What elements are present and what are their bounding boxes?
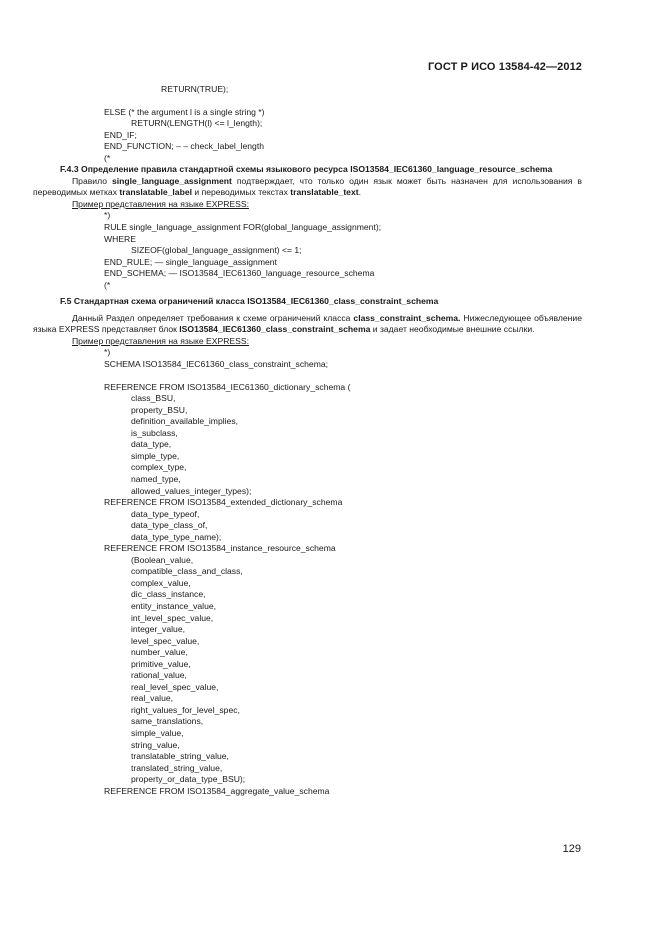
section-f43-paragraph: Правило single_language_assignment подтверждает, что только один язык может быть назначен для использования в переводимых метках translatable_label и переводимых текстах translatable_text. [33,175,582,198]
code-list-item: data_type_typeof, [131,508,200,519]
code-list-item: integer_value, [131,624,185,635]
section-f5-paragraph: Данный Раздел определяет требования к схеме ограничений класса class_constraint_schema. Нижеследующее объявление языка EXPRESS представляет блок ISO13584_IEC61360_class_constraint_schema и задает необходимые внешние ссылки. [33,312,582,335]
code-list-item: string_value, [131,739,180,750]
section-heading-f43: F.4.3 Определение правила стандартной схемы языкового ресурса ISO13584_IEC61360_language_resource_schema [60,164,553,175]
code-list-item: class_BSU, [131,393,176,404]
code-list-item: rational_value, [131,670,187,681]
page-number: 129 [562,843,581,855]
code-line: RULE single_language_assignment FOR(global_language_assignment); [104,222,382,233]
code-list-item: level_spec_value, [131,635,200,646]
code-line: *) [104,347,111,358]
code-list-item: real_value, [131,693,174,704]
code-line: ELSE (* the argument l is a single string *) [104,106,265,117]
code-list-item: data_type_class_of, [131,520,208,531]
code-list-item: same_translations, [131,716,204,727]
code-list-item: primitive_value, [131,658,191,669]
code-line: REFERENCE FROM ISO13584_IEC61360_dictionary_schema ( [104,381,351,392]
code-line: SCHEMA ISO13584_IEC61360_class_constraint_schema; [104,359,329,370]
code-line: WHERE [104,233,136,244]
code-list-item: simple_value, [131,727,184,738]
code-list-item: allowed_values_integer_types); [131,485,252,496]
code-line: REFERENCE FROM ISO13584_extended_dictionary_schema [104,497,343,508]
code-line: SIZEOF(global_language_assignment) <= 1; [131,245,302,256]
code-list-item: is_subclass, [131,427,178,438]
code-line: END_IF; [104,129,137,140]
code-list-item: translatable_string_value, [131,751,229,762]
instance-reference-list [33,555,582,786]
code-list-item: compatible_class_and_class, [131,566,243,577]
code-list-item: number_value, [131,647,188,658]
code-list-item: dic_class_instance, [131,589,206,600]
code-line: (* [104,279,111,290]
code-line: END_SCHEMA; — ISO13584_IEC61360_language_resource_schema [104,268,375,279]
code-list-item: data_type_type_name); [131,531,222,542]
code-line: END_RULE; — single_language_assignment [104,256,277,267]
example-label: Пример представления на языке EXPRESS: [72,335,250,346]
code-line: END_FUNCTION; – – check_label_length [104,141,265,152]
section-heading-f5: F.5 Стандартная схема ограничений класса ISO13584_IEC61360_class_constraint_schema [60,296,439,307]
code-line: RETURN(TRUE); [161,84,229,94]
code-list-item: real_level_spec_value, [131,681,219,692]
example-label: Пример представления на языке EXPRESS: [72,198,250,209]
extended-reference-list [33,509,582,544]
code-list-item: int_level_spec_value, [131,612,214,623]
code-list-item: definition_available_implies, [131,416,239,427]
code-line: *) [104,210,111,221]
code-line: RETURN(LENGTH(l) <= l_length); [131,118,263,129]
code-line: REFERENCE FROM ISO13584_aggregate_value_schema [104,785,330,796]
code-list-item: data_type, [131,439,172,450]
code-list-item: right_values_for_level_spec, [131,704,240,715]
code-list-item: entity_instance_value, [131,600,217,611]
code-line: REFERENCE FROM ISO13584_instance_resource_schema [104,543,336,554]
code-list-item: (Boolean_value, [131,554,194,565]
code-list-item: simple_type, [131,450,180,461]
code-list-item: translated_string_value, [131,762,223,773]
code-list-item: property_BSU, [131,404,188,415]
code-list-item: complex_value, [131,577,191,588]
document-header: ГОСТ Р ИСО 13584-42—2012 [427,61,582,73]
code-list-item: complex_type, [131,462,187,473]
page-content [33,84,582,797]
code-list-item: named_type, [131,473,181,484]
code-list-item: property_or_data_type_BSU); [131,774,246,785]
dictionary-reference-list [33,393,582,497]
code-line: (* [104,152,111,163]
